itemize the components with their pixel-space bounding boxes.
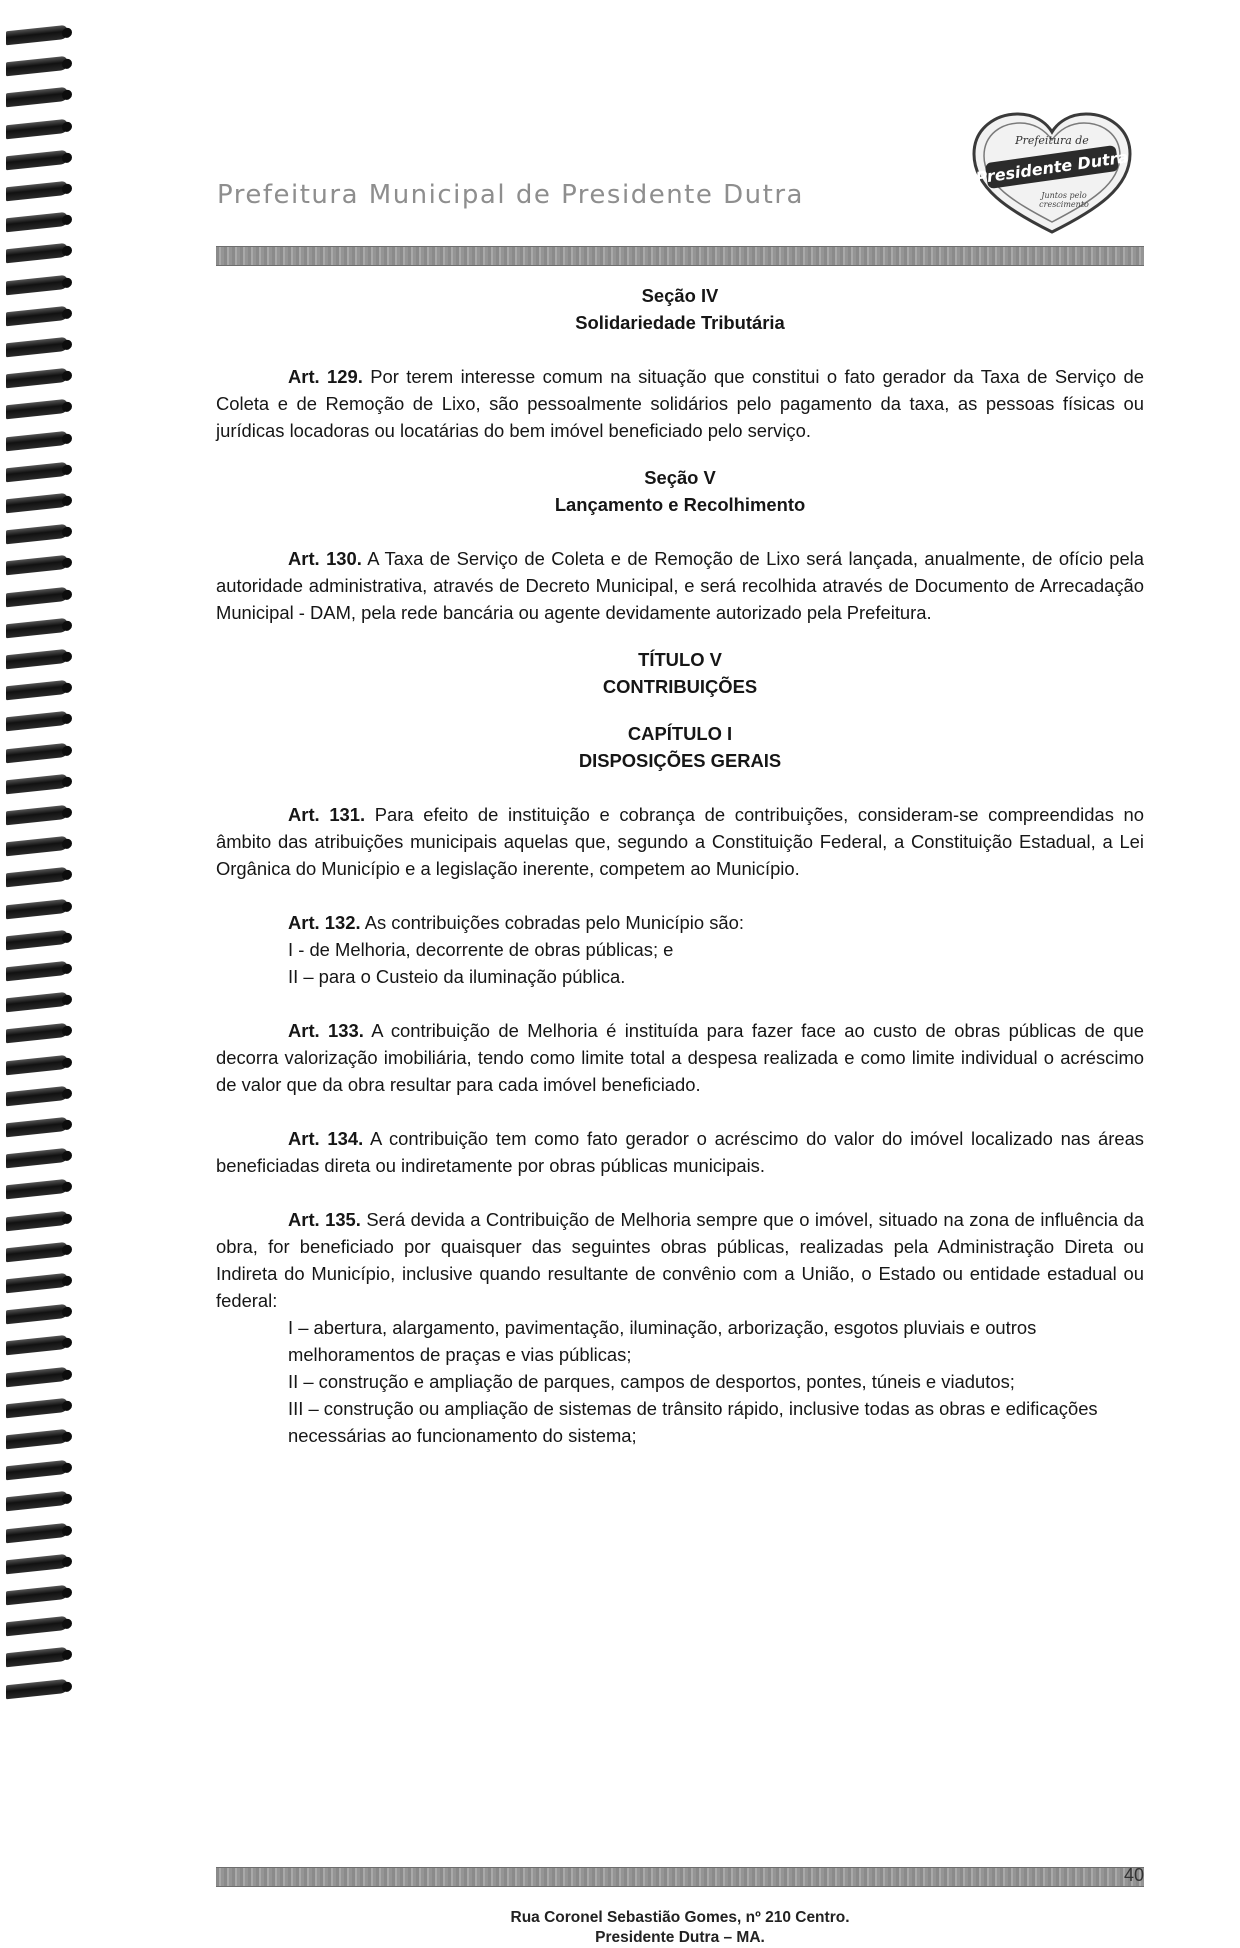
footer-divider-bar [216,1867,1144,1887]
binding-ring [6,243,68,264]
spacer [216,518,1144,545]
binding-ring [6,87,68,108]
binding-ring [6,1086,68,1107]
article-text: As contribuições cobradas pelo Município são: [364,912,744,933]
binding-ring [6,586,68,607]
binding-ring [6,774,68,795]
binding-ring [6,649,68,670]
spacer [216,444,1144,464]
binding-ring [6,118,68,139]
article-text: A Taxa de Serviço de Coleta e de Remoção de Lixo será lançada, anualmente, de ofício pela autoridade administrativa, através de Decreto Municipal, e será recolhida através de Documento de Arrecadação Municipal - DAM, pela rede bancária ou agente devidamente autorizado pela Prefeitura. [216,548,1144,623]
binding-ring [6,337,68,358]
binding-ring [6,399,68,420]
spacer [216,700,1144,720]
binding-ring [6,1242,68,1263]
article-text: Para efeito de instituição e cobrança de contribuições, consideram-se compreendidas no âmbito das atribuições municipais aquelas que, segundo a Constituição Federal, a Constituição Estadual, a Lei Orgânica do Município e a legislação inerente, competem ao Município. [216,804,1144,879]
article-paragraph [216,1017,1144,1098]
article-label: Art. 129. [288,366,363,387]
spiral-binding [0,28,90,1728]
binding-ring [6,1678,68,1699]
article-item: II – para o Custeio da iluminação pública. [288,966,626,987]
article-label: Art. 134. [288,1128,364,1149]
article-text: A contribuição tem como fato gerador o acréscimo do valor do imóvel localizado nas áreas beneficiadas direta ou indiretamente por obras públicas municipais. [216,1128,1144,1176]
article-item: I – abertura, alargamento, pavimentação, iluminação, arborização, esgotos pluviais e outros melhoramentos de praças e vias públicas; [288,1317,1037,1365]
article-text: Será devida a Contribuição de Melhoria sempre que o imóvel, situado na zona de influência da obra, for beneficiado por quaisquer das seguintes obras públicas, realizadas pela Administração Direta ou Indireta do Município, inclusive quando resultante de convênio com a União, o Estado ou entidade estadual ou federal: [216,1209,1144,1311]
binding-ring [6,150,68,171]
section-heading: DISPOSIÇÕES GERAIS [578,750,782,771]
binding-ring [6,181,68,202]
page-header-title: Prefeitura Municipal de Presidente Dutra [217,180,804,210]
article-item: I - de Melhoria, decorrente de obras públicas; e [288,939,674,960]
article-label: Art. 131. [288,804,366,825]
footer-address: Rua Coronel Sebastião Gomes, nº 210 Centro. [510,1909,850,1926]
section-heading: Lançamento e Recolhimento [554,494,806,515]
footer-city: Presidente Dutra – MA. [595,1929,765,1946]
article-text: A contribuição de Melhoria é instituída para fazer face ao custo de obras públicas de que decorra valorização imobiliária, tendo como limite total a despesa realizada e como limite individual o acréscimo de valor que da obra resultar para cada imóvel beneficiado. [216,1020,1144,1095]
section-heading: Solidariedade Tributária [575,312,785,333]
binding-ring [6,992,68,1013]
binding-ring [6,1273,68,1294]
spacer [216,1098,1144,1125]
binding-ring [6,961,68,982]
article-paragraph [216,545,1144,626]
municipal-logo [968,110,1136,238]
binding-ring [6,1023,68,1044]
binding-ring [6,212,68,233]
binding-ring [6,1585,68,1606]
article-paragraph [216,909,1144,936]
binding-ring [6,1148,68,1169]
binding-ring [6,930,68,951]
binding-ring [6,1335,68,1356]
binding-ring [6,1460,68,1481]
article-paragraph [216,801,1144,882]
binding-ring [6,836,68,857]
binding-ring [6,493,68,514]
spacer [216,774,1144,801]
binding-ring [6,25,68,46]
article-label: Art. 133. [288,1020,364,1041]
article-paragraph [216,1206,1144,1314]
binding-ring [6,306,68,327]
binding-ring [6,680,68,701]
binding-ring [6,711,68,732]
article-paragraph [216,1125,1144,1179]
logo-text-line4: crescimento [1039,200,1089,209]
section-heading: Seção V [644,467,716,488]
binding-ring [6,1429,68,1450]
spacer [216,882,1144,909]
binding-ring [6,368,68,389]
article-label: Art. 132. [288,912,361,933]
binding-ring [6,462,68,483]
binding-ring [6,1210,68,1231]
spacer [216,626,1144,646]
binding-ring [6,555,68,576]
article-label: Art. 135. [288,1209,361,1230]
document-body [216,282,1144,1449]
article-paragraph [216,363,1144,444]
binding-ring [6,1366,68,1387]
binding-ring [6,1491,68,1512]
logo-text-line2: Presidente Dutra [974,147,1130,188]
section-heading: CONTRIBUIÇÕES [602,676,758,697]
binding-ring [6,56,68,77]
logo-text-line1: Prefeitura de [1015,134,1089,147]
spacer [216,336,1144,363]
binding-ring [6,867,68,888]
binding-ring [6,805,68,826]
binding-ring [6,274,68,295]
page-footer [216,1908,1144,1948]
section-heading: Seção IV [641,285,719,306]
binding-ring [6,1647,68,1668]
binding-ring [6,1522,68,1543]
binding-ring [6,1117,68,1138]
section-heading: TÍTULO V [638,649,722,670]
binding-ring [6,1179,68,1200]
binding-ring [6,430,68,451]
binding-ring [6,524,68,545]
page-number: 40 [1123,1865,1144,1885]
spacer [216,990,1144,1017]
logo-text-line3: Juntos pelo [1041,191,1087,200]
article-item: III – construção ou ampliação de sistemas de trânsito rápido, inclusive todas as obras e edificações necessárias ao funcionamento do sistema; [288,1398,1098,1446]
header-divider-bar [216,246,1144,266]
section-heading: CAPÍTULO I [627,723,733,744]
binding-ring [6,742,68,763]
article-item: II – construção e ampliação de parques, campos de desportos, pontes, túneis e viadutos; [288,1371,1015,1392]
binding-ring [6,1398,68,1419]
binding-ring [6,1304,68,1325]
binding-ring [6,1554,68,1575]
article-text: Por terem interesse comum na situação que constitui o fato gerador da Taxa de Serviço de Coleta e de Remoção de Lixo, são pessoalmente solidários pelo pagamento da taxa, as pessoas físicas ou jurídicas locadoras ou locatárias do bem imóvel beneficiado pelo serviço. [216,366,1144,441]
binding-ring [6,1054,68,1075]
binding-ring [6,618,68,639]
spacer [216,1179,1144,1206]
binding-ring [6,898,68,919]
article-label: Art. 130. [288,548,362,569]
binding-ring [6,1616,68,1637]
